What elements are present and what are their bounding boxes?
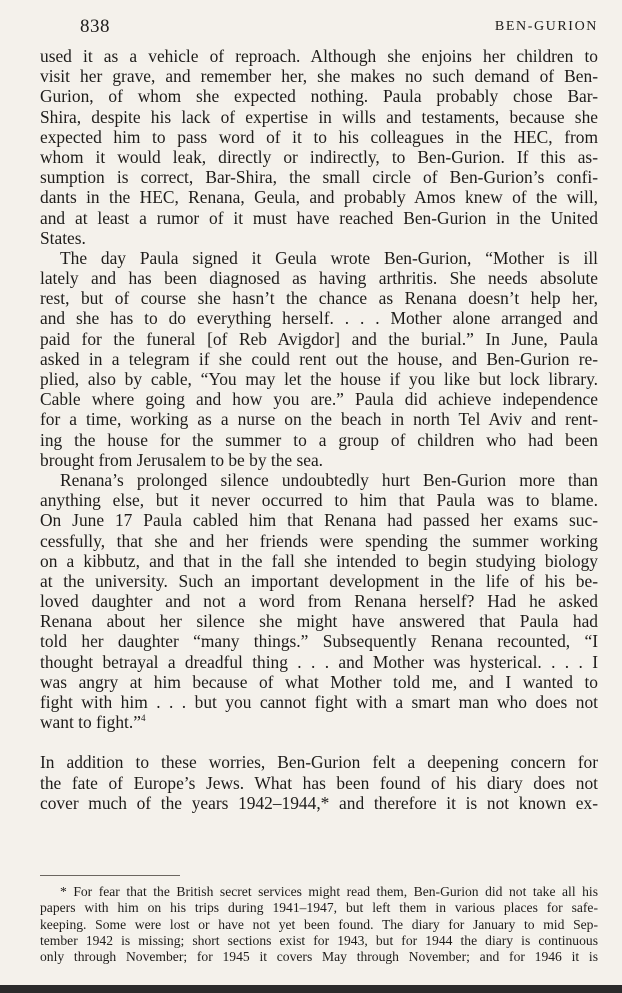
text-line: cessfully, that she and her friends were spending the summer working — [40, 530, 598, 551]
text-line: used it as a vehicle of reproach. Although she enjoins her children to — [40, 46, 598, 66]
body-text — [40, 46, 598, 813]
text-line: anything else, but it never occurred to him that Paula was to blame. — [40, 490, 598, 511]
text-line: was angry at him because of what Mother told me, and I wanted to — [40, 671, 598, 692]
text-line: dants in the HEC, Renana, Geula, and probably Amos knew of the will, — [40, 187, 598, 208]
text-line: and she has to do everything herself. . . . Mother alone arranged and — [40, 308, 598, 329]
text-line: at the university. Such an important development in the life of his be- — [40, 570, 598, 591]
text-line: on a kibbutz, and that in the fall she intended to begin studying biology — [40, 550, 598, 571]
text-line: fight with him . . . but you cannot fight with a smart man who does not — [40, 692, 598, 712]
text-line: The day Paula signed it Geula wrote Ben-Gurion, “Mother is ill — [60, 247, 598, 268]
text-line: Gurion, of whom she expected nothing. Paula probably chose Bar- — [40, 86, 598, 107]
text-line: loved daughter and not a word from Renana herself? Had he asked — [40, 591, 598, 612]
note-reference: 4 — [140, 713, 146, 724]
footnote-line: * For fear that the British secret services might read them, Ben-Gurion did not take all his — [60, 884, 598, 899]
text-line: On June 17 Paula cabled him that Renana had passed her exams suc- — [40, 510, 598, 531]
text-line: rest, but of course she hasn’t the chance as Renana doesn’t help her, — [40, 288, 598, 309]
text-line: told her daughter “many things.” Subsequently Renana recounted, “I — [40, 631, 598, 652]
text-line: expected him to pass word of it to his colleagues in the HEC, from — [40, 126, 598, 147]
text-line-content: want to fight.” — [40, 712, 141, 733]
text-line: brought from Jerusalem to be by the sea. — [40, 449, 324, 470]
text-line: Shira, despite his lack of expertise in wills and testaments, because she — [40, 106, 598, 127]
page-number: 838 — [80, 16, 110, 37]
section-break — [40, 732, 598, 752]
text-line: paid for the funeral [of Reb Avigdor] and the burial.” In June, Paula — [40, 328, 598, 349]
text-line: whom it would leak, directly or indirectly, to Ben-Gurion. If this as- — [40, 146, 598, 167]
text-line: plied, also by cable, “You may let the house if you like but lock library. — [40, 369, 598, 389]
footnote-rule — [40, 875, 180, 876]
text-line: States. — [40, 227, 86, 248]
text-line: Cable where going and how you are.” Paula did achieve independence — [40, 389, 598, 410]
text-line: the fate of Europe’s Jews. What has been found of his diary does not — [40, 772, 598, 793]
text-line: and at least a rumor of it must have reached Ben-Gurion in the United — [40, 207, 598, 228]
text-line: cover much of the years 1942–1944,* and therefore it is not known ex- — [40, 792, 598, 813]
footnote-line: tember 1942 is missing; short sections exist for 1943, but for 1944 the diary is continuous — [40, 932, 598, 948]
footnote-line: papers with him on his trips during 1941–1947, but left them in various places for safe- — [40, 900, 598, 916]
text-line: asked in a telegram if she could rent out the house, and Ben-Gurion re- — [40, 348, 598, 369]
text-line: thought betrayal a dreadful thing . . . and Mother was hysterical. . . . I — [40, 651, 598, 672]
running-head: BEN-GURION — [494, 19, 598, 34]
text-line: In addition to these worries, Ben-Gurion felt a deepening concern for — [40, 752, 598, 773]
text-line: lately and has been diagnosed as having arthritis. She needs absolute — [40, 268, 598, 289]
text-line: visit her grave, and remember her, she makes no such demand of Ben- — [40, 66, 598, 87]
text-line — [40, 712, 598, 732]
footnote-line: only through November; for 1945 it covers May through November; and for 1946 it is — [40, 949, 598, 965]
text-line: Renana’s prolonged silence undoubtedly hurt Ben-Gurion more than — [60, 469, 598, 490]
footnote — [40, 884, 598, 965]
bottom-edge — [0, 985, 622, 993]
page-header — [80, 16, 598, 42]
text-line: Renana about her silence she might have answered that Paula had — [40, 611, 598, 632]
text-line: for a time, working as a nurse on the beach in north Tel Aviv and rent- — [40, 409, 598, 430]
text-line: ing the house for the summer to a group of children who had been — [40, 429, 598, 450]
text-line: sumption is correct, Bar-Shira, the small circle of Ben-Gurion’s confi- — [40, 167, 598, 188]
footnote-line: keeping. Some were lost or have not yet been found. The diary for January to mid Sep- — [40, 916, 598, 932]
